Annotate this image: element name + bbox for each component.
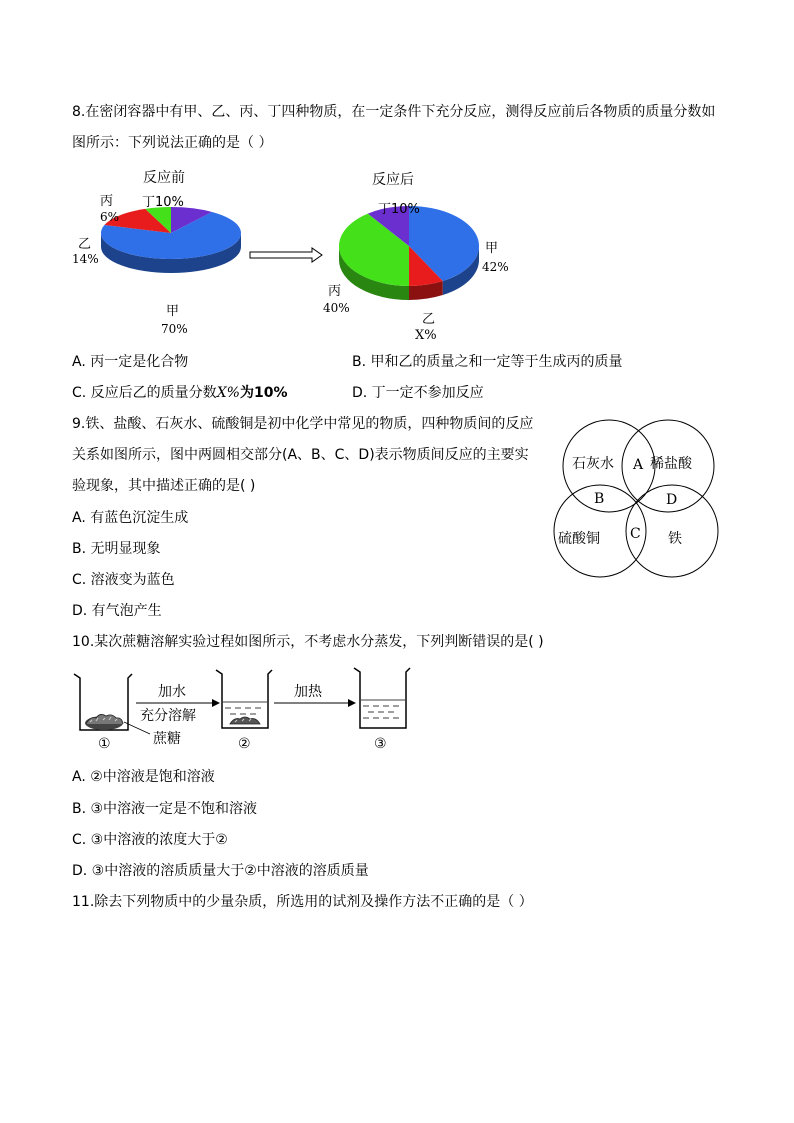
before-bing-name: 丙 — [100, 194, 114, 209]
q10-experiment-diagram — [70, 662, 420, 757]
after-bing-name: 丙 — [328, 284, 342, 299]
before-jia-pct: 70% — [161, 322, 188, 336]
label-heat: 加热 — [294, 684, 322, 700]
q8-stem-line1: 8.在密闭容器中有甲、乙、丙、丁四种物质，在一定条件下充分反应，测得反应前后各物质的质量分数如 — [72, 104, 716, 120]
venn-region-a: A — [633, 457, 644, 473]
reaction-arrow — [250, 248, 322, 262]
q9-venn-diagram — [548, 415, 723, 580]
pie-before — [101, 207, 241, 273]
q8-option-c — [72, 383, 287, 403]
after-title: 反应后 — [372, 172, 414, 188]
q8-stem-line2: 图所示：下列说法正确的是（ ） — [72, 135, 273, 151]
label-sugar: 蔗糖 — [153, 731, 181, 747]
q9-stem-line2: 关系如图所示，图中两圆相交部分(A、B、C、D)表示物质间反应的主要实 — [72, 447, 529, 463]
venn-label-2: 稀盐酸 — [650, 456, 692, 472]
arrow-heat — [274, 699, 356, 707]
q8-option-c-suffix: 为10% — [239, 385, 288, 401]
venn-region-c: C — [630, 526, 641, 542]
label-dissolve: 充分溶解 — [140, 708, 196, 724]
label-n1: ① — [98, 736, 111, 752]
q8-pie-charts — [60, 160, 540, 345]
after-ding: 丁10% — [378, 202, 420, 217]
q8-option-b: B. 甲和乙的质量之和一定等于生成丙的质量 — [352, 354, 623, 370]
q9-option-d: D. 有气泡产生 — [72, 603, 162, 619]
venn-label-3: 硫酸铜 — [558, 531, 600, 547]
beaker-2 — [216, 670, 272, 728]
after-bing-pct: 40% — [323, 301, 350, 315]
before-jia-name: 甲 — [166, 304, 180, 319]
venn-region-b: B — [594, 491, 605, 507]
after-jia-name: 甲 — [485, 241, 499, 256]
q10-option-d: D. ③中溶液的溶质质量大于②中溶液的溶质质量 — [72, 863, 369, 879]
q8-option-a: A. 丙一定是化合物 — [72, 354, 189, 370]
q9-stem-line1: 9.铁、盐酸、石灰水、硫酸铜是初中化学中常见的物质，四种物质间的反应 — [72, 416, 534, 432]
q10-option-a: A. ②中溶液是饱和溶液 — [72, 769, 215, 785]
before-ding: 丁10% — [142, 195, 184, 210]
venn-label-1: 石灰水 — [572, 456, 614, 472]
q9-stem-line3: 验现象，其中描述正确的是( ) — [72, 478, 256, 494]
q8-option-c-prefix: C. 反应后乙的质量分数 — [72, 385, 217, 401]
q9-option-a: A. 有蓝色沉淀生成 — [72, 510, 189, 526]
q11-stem: 11.除去下列物质中的少量杂质，所选用的试剂及操作方法不正确的是（ ） — [72, 894, 533, 910]
beaker-1 — [74, 674, 132, 730]
venn-region-d: D — [666, 492, 678, 508]
q9-option-c: C. 溶液变为蓝色 — [72, 572, 175, 588]
q9-option-b: B. 无明显现象 — [72, 541, 161, 557]
beaker-3 — [354, 668, 410, 728]
after-yi-pct: X% — [415, 328, 437, 343]
q10-option-b: B. ③中溶液一定是不饱和溶液 — [72, 801, 258, 817]
before-title: 反应前 — [143, 170, 185, 186]
after-jia-pct: 42% — [482, 260, 509, 274]
venn-label-4: 铁 — [668, 531, 682, 547]
label-n2: ② — [238, 736, 251, 752]
q8-option-d: D. 丁一定不参加反应 — [352, 385, 484, 401]
after-yi-name: 乙 — [422, 312, 436, 327]
pie-after — [339, 206, 479, 300]
before-yi-name: 乙 — [78, 237, 92, 252]
before-bing-pct: 6% — [100, 210, 120, 224]
q10-option-c: C. ③中溶液的浓度大于② — [72, 832, 228, 848]
q8-option-c-var: X% — [216, 385, 240, 401]
label-add-water: 加水 — [158, 684, 186, 700]
before-yi-pct: 14% — [72, 252, 99, 266]
q10-stem: 10.某次蔗糖溶解实验过程如图所示，不考虑水分蒸发，下列判断错误的是( ) — [72, 634, 544, 650]
label-n3: ③ — [374, 736, 387, 752]
arrow-add-water — [136, 699, 220, 707]
